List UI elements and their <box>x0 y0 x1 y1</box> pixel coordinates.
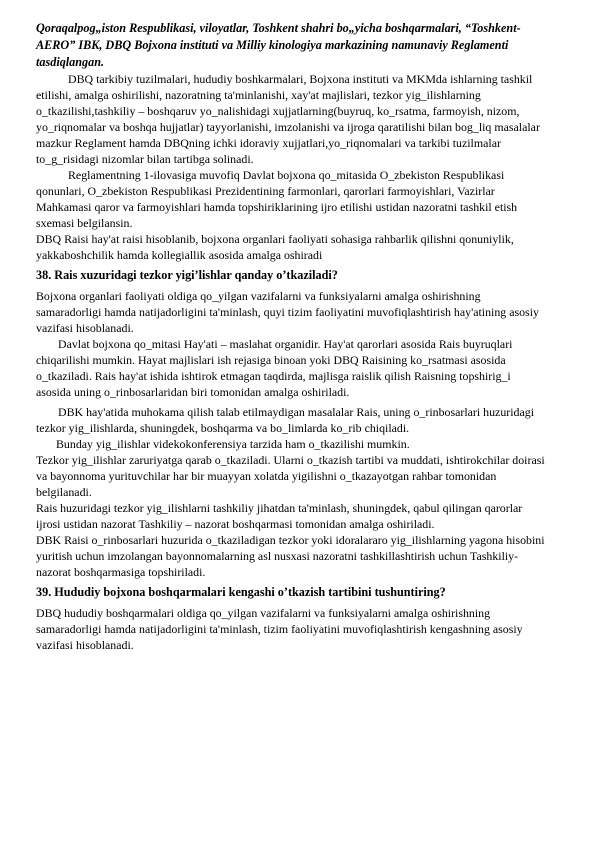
paragraph-intro: DBQ tarkibiy tuzilmalari, hududiy boshkarmalari, Bojxona instituti va MKMda ishlarning tashkil etilishi, amalga oshirilishi, nazoratning ta'minlanishi, xay'at majlislari, tezkor yig_ilishlarning o_tkazilishi,tashkiliy – boshqaruv yo_nalishidagi xujjatlarning(buyruq, ko_rsatma, farmoyish, nizom, yo_riqnomalar va boshqa hujjatlar) tayyorlanishi, imzolanishi va ijroga qaratilishi bilan bog_liq masalalar mazkur Reglament hamda DBQning ichki idoraviy xujjatlari,yo_riqnomalari va tarkibi tuzilmalar to_g_risidagi nizomlar bilan tartibga solinadi. <box>36 72 540 166</box>
document-page <box>36 20 546 653</box>
paragraph-38-3: DBK hay'atida muhokama qilish talab etilmaydigan masalalar Rais, uning o_rinbosarlari huzuridagi tezkor yig_ilishlarda, shuningdek, boshqarma va bo_limlarda ko_rib chiqiladi. <box>36 405 534 435</box>
paragraph-38-4: Bunday yig_ilishlar videkokonferensiya tarzida ham o_tkazilishi mumkin. <box>56 437 410 451</box>
heading-question-39: 39. Hududiy bojxona boshqarmalari kengashi o’tkazish tartibini tushuntiring? <box>36 585 446 599</box>
paragraph-38-7: DBK Raisi o_rinbosarlari huzurida o_tkaziladigan tezkor yoki idoralararo yig_ilishlarning yagona hisobini yuritish uchun imzolangan bayonnomalarning asl nusxasi nazoratni tashkillashtirish uchun Tashkiliy- nazorat boshqarmasiga topshiriladi. <box>36 533 545 579</box>
heading-question-38: 38. Rais xuzuridagi tezkor yigi’lishlar qanday o’tkaziladi? <box>36 268 338 282</box>
paragraph-38-1: Bojxona organlari faoliyati oldiga qo_yilgan vazifalarni va funksiyalarni amalga oshirishning samaradorligi hamda natijadorligini ta'minlash, quyi tizim faoliyatini muvofiqlashtirish hay'atining asosiy vazifasi hisoblanadi. <box>36 289 539 335</box>
paragraph-39-1: DBQ hududiy boshqarmalari oldiga qo_yilgan vazifalarni va funksiyalarni amalga oshirishning samaradorligi hamda natijadorligini ta'minlash, tizim faoliyatini muvofiqlashtirish kengashning asosiy vazifasi hisoblanadi. <box>36 606 523 652</box>
paragraph-38-5: Tezkor yig_ilishlar zaruriyatga qarab o_tkaziladi. Ularni o_tkazish tartibi va muddati, ishtirokchilar doirasi va bayonnoma yurituvchilar har bir muayyan xolatda yigilishni o_tkazayotgan rahbar tomonidan belgilanadi. <box>36 453 545 499</box>
document-title: Qoraqalpog„iston Respublikasi, viloyatlar, Toshkent shahri bo„yicha boshqarmalari, “Toshkent-AERO” IBK, DBQ Bojxona instituti va Milliy kinologiya markazining namunaviy Reglamenti tasdiqlangan. <box>36 21 521 69</box>
paragraph-reglament-annex: Reglamentning 1-ilovasiga muvofiq Davlat bojxona qo_mitasida O_zbekiston Respublikasi qonunlari, O_zbekiston Respublikasi Prezidentining farmonlari, qarorlari farmoyishlari, Vazirlar Mahkamasi qaror va farmoyishlari hamda topshiriklarining ijro etilishi ustidan nazoratni tashkil etish sxemasi belgilansin. <box>36 168 518 230</box>
paragraph-dbq-chairman: DBQ Raisi hay'at raisi hisoblanib, bojxona organlari faoliyati sohasiga rahbarlik qilishni qonuniylik, yakkaboshchilik hamda kollegiallik asosida amalga oshiradi <box>36 232 514 262</box>
paragraph-38-2: Davlat bojxona qo_mitasi Hay'ati – maslahat organidir. Hay'at qarorlari asosida Rais buyruqlari chiqarilishi mumkin. Hayat majlislari ish rejasiga binoan yoki DBQ Raisining ko_rsatmasi asosida o_tkaziladi. Rais hay'at ishida ishtirok etmagan taqdirda, majlisga raislik qilish Raisning topshirig_i asosida uning o_rinbosarlaridan biri tomonidan amalga oshiriladi. <box>36 337 513 399</box>
paragraph-38-6: Rais huzuridagi tezkor yig_ilishlarni tashkiliy jihatdan ta'minlash, shuningdek, qabul qilingan qarorlar ijrosi ustidan nazorat Tashkiliy – nazorat boshqarmasi tomonidan amalga oshiriladi. <box>36 501 523 531</box>
